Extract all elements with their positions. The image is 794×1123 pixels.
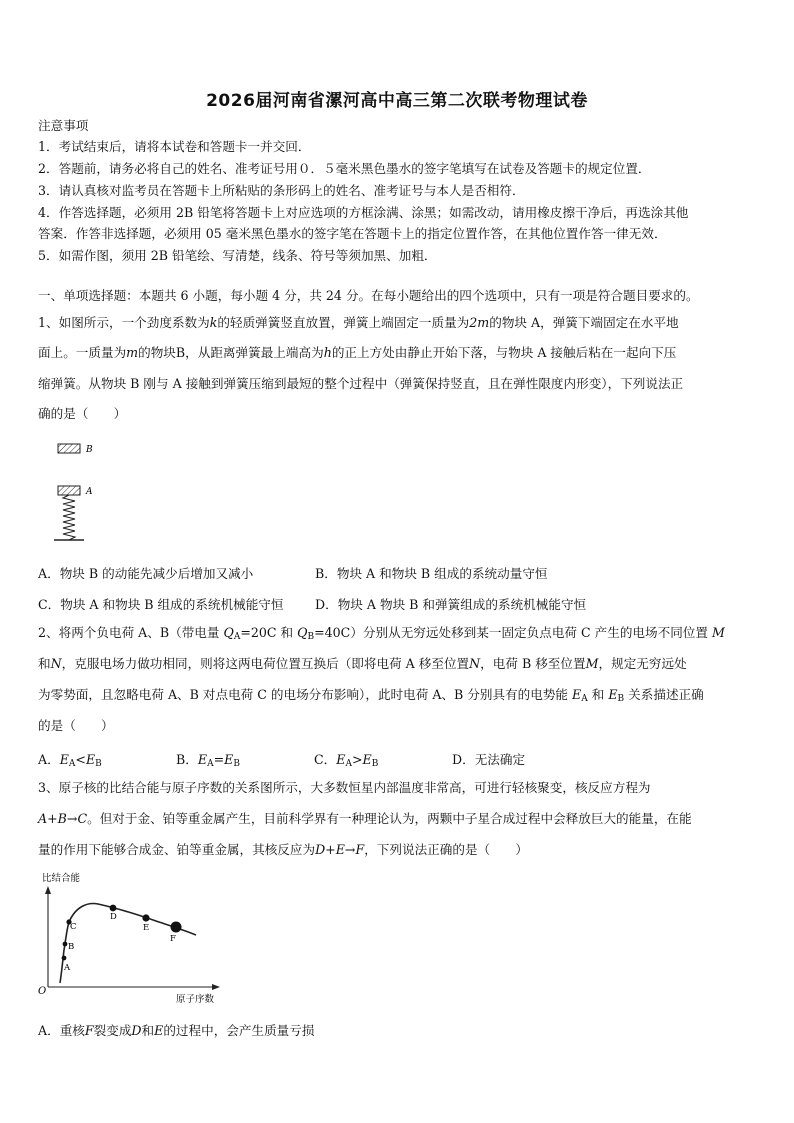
block-b — [58, 444, 80, 453]
q2-M: M — [585, 656, 599, 671]
q3-reaction-2: D+E→F — [315, 842, 365, 857]
section-heading: 一、单项选择题：本题共 6 小题，每小题 4 分，共 24 分。在每小题给出的四个选项中，只有一项是符合题目要求的。 — [38, 288, 699, 303]
q1-k: k — [209, 315, 218, 330]
q2-N: N — [469, 656, 481, 671]
notice-item-4: 4．作答选择题，必须用 2B 铅笔将答题卡上对应选项的方框涂满、涂黑；如需改动，请用橡皮擦干净后，再选涂其他 — [38, 205, 689, 220]
q2-qb-sub: B — [307, 632, 315, 642]
q2-opt-e: E — [224, 752, 234, 767]
q3-opt-text: 裂变成 — [93, 1023, 132, 1038]
q1-text: 面上。一质量为 — [38, 345, 127, 360]
label-b: B — [86, 445, 93, 455]
q1-line-2 — [38, 345, 676, 361]
q2-opt-sub: A — [68, 759, 76, 769]
label-f: F — [170, 934, 176, 944]
q2-text: ，电荷 B 移至位置 — [480, 656, 586, 671]
label-c: C — [70, 922, 77, 932]
q3-reaction-1: A+B→C — [38, 811, 88, 826]
q3-opt-text: 和 — [141, 1023, 155, 1038]
block-a — [58, 486, 80, 495]
x-axis-label: 原子序数 — [176, 994, 215, 1005]
q1-spring-figure — [50, 438, 110, 558]
q1-option-b[interactable]: B．物块 A 和物块 B 组成的系统动量守恒 — [315, 566, 548, 581]
q2-text: ，规定无穷远处 — [598, 656, 687, 671]
notice-item-1: 1．考试结束后，请将本试卷和答题卡一并交回． — [38, 139, 311, 154]
q1-text: 的物块B，从距离弹簧最上端高为 — [138, 345, 324, 360]
point-a — [62, 956, 67, 961]
q3-opt-text: A．重核 — [38, 1023, 85, 1038]
q2-opt-e: E — [197, 752, 208, 767]
q2-line-1 — [38, 625, 725, 645]
point-d — [110, 905, 117, 912]
q1-h: h — [323, 345, 332, 360]
label-e: E — [143, 923, 150, 933]
q2-opt-text: C． — [314, 752, 337, 767]
q2-text: 关系描述正确 — [624, 687, 704, 702]
q3-line-2 — [38, 811, 692, 827]
label-a: A — [64, 963, 71, 973]
q2-line-3 — [38, 687, 704, 707]
q3-text: ，下列说法正确的是（ ） — [364, 842, 528, 857]
q1-text: 的物块 A，弹簧下端固定在水平地 — [489, 315, 679, 330]
notice-heading: 注意事项 — [38, 118, 89, 133]
q2-line-4: 的是（ ） — [38, 718, 114, 733]
q1-text: 1、如图所示，一个劲度系数为 — [38, 315, 210, 330]
notice-item-2: 2．答题前，请务必将自己的姓名、准考证号用０．５毫米黑色墨水的签字笔填写在试卷及答题卡的规定位置． — [38, 161, 651, 176]
q2-N: N — [50, 656, 62, 671]
q1-line-1 — [38, 315, 679, 331]
q2-opt-sub: B — [371, 759, 379, 769]
notice-item-4-cont: 答案．作答非选择题，必须用 05 毫米黑色墨水的签字笔在答题卡上的指定位置作答，在其他位置作答一律无效． — [38, 226, 667, 241]
q2-opt-e: E — [59, 752, 69, 767]
q2-qa: Q — [223, 625, 234, 640]
q2-opt-sub: B — [95, 759, 102, 769]
q2-opt-e: E — [85, 752, 96, 767]
q2-line-2 — [38, 656, 687, 672]
q1-line-3: 缩弹簧。从物块 B 刚与 A 接触到弹簧压缩到最短的整个过程中（弹簧保持竖直，且在弹性限度内形变），下列说法正 — [38, 376, 684, 391]
q3-opt-var: E — [154, 1023, 164, 1038]
q1-option-d[interactable]: D．物块 A 物块 B 和弹簧组成的系统机械能守恒 — [315, 597, 587, 612]
q2-text: 2、将两个负电荷 A、B（带电量 — [38, 625, 224, 640]
notice-item-5: 5．如需作图，须用 2B 铅笔绘、写清楚，线条、符号等须加黑、加粗． — [38, 248, 437, 263]
q1-line-4: 确的是（ ） — [38, 406, 127, 421]
q2-option-a[interactable] — [38, 749, 102, 769]
q2-text: =40C）分别从无穷远处移到某一固定负点电荷 C 产生的电场不同位置 — [314, 625, 712, 640]
q2-opt-e: E — [362, 752, 372, 767]
q1-2m: 2m — [469, 315, 490, 330]
q2-option-d[interactable]: D．无法确定 — [452, 752, 526, 767]
q1-option-a[interactable]: A．物块 B 的动能先减少后增加又减小 — [38, 566, 254, 581]
q2-opt-rel: < — [75, 752, 86, 767]
y-axis-label: 比结合能 — [42, 873, 81, 884]
q2-opt-sub: A — [345, 759, 352, 769]
point-f — [171, 922, 182, 933]
label-b: B — [68, 942, 75, 952]
q2-option-b[interactable] — [176, 749, 240, 769]
q2-ea: E — [572, 687, 582, 702]
q2-eb: E — [608, 687, 618, 702]
q3-opt-var: D — [131, 1023, 142, 1038]
q3-binding-energy-figure — [36, 870, 226, 1010]
notice-item-3: 3．请认真核对监考员在答题卡上所粘贴的条形码上的姓名、准考证号与本人是否相符． — [38, 183, 525, 198]
q1-text: 的轻质弹簧竖直放置，弹簧上端固定一质量为 — [217, 315, 470, 330]
q3-option-a[interactable] — [38, 1020, 314, 1039]
q3-text: 。但对于金、铂等重金属产生，目前科学界有一种理论认为，两颗中子星合成过程中会释放巨大的能量，在能 — [87, 811, 692, 826]
q2-qb: Q — [297, 625, 308, 640]
q3-line-3 — [38, 842, 528, 858]
q1-m: m — [126, 345, 139, 360]
q2-text: 和 — [587, 687, 609, 702]
label-d: D — [110, 912, 117, 922]
q2-text: 和 — [38, 656, 51, 671]
label-a: A — [86, 487, 93, 497]
q2-ea-sub: A — [581, 694, 588, 704]
q2-M: M — [712, 625, 725, 640]
y-axis-arrow — [45, 886, 51, 894]
q1-text: 的正上方处由静止开始下落，与物块 A 接触后粘在一起向下压 — [331, 345, 677, 360]
q2-opt-text: A． — [38, 752, 60, 767]
q2-opt-text: B． — [176, 752, 198, 767]
q2-opt-sub: B — [233, 759, 240, 769]
origin-label: O — [38, 986, 47, 997]
spring — [63, 495, 75, 540]
q2-qa-sub: A — [233, 632, 241, 642]
q2-text: =20C 和 — [240, 625, 298, 640]
q3-opt-text: 的过程中，会产生质量亏损 — [163, 1023, 315, 1038]
q2-text: 为零势面，且忽略电荷 A、B 对点电荷 C 的电场分布影响），此时电荷 A、B 分别具有的电势能 — [38, 687, 573, 702]
q2-option-c[interactable] — [314, 749, 378, 769]
q2-eb-sub: B — [617, 694, 625, 704]
x-axis-arrow — [212, 984, 220, 990]
q2-opt-rel: > — [351, 752, 363, 767]
q1-option-c[interactable]: C．物块 A 和物块 B 组成的系统机械能守恒 — [38, 597, 284, 612]
q3-line-1: 3、原子核的比结合能与原子序数的关系图所示，大多数恒星内部温度非常高，可进行轻核聚变，核反应方程为 — [38, 780, 651, 795]
q3-text: 量的作用下能够合成金、铂等重金属，其核反应为 — [38, 842, 316, 857]
q2-opt-sub: A — [207, 759, 214, 769]
point-b — [63, 942, 68, 947]
q2-opt-rel: = — [213, 752, 225, 767]
q2-text: ，克服电场力做功相同，则将这两电荷位置互换后（即将电荷 A 移至位置 — [61, 656, 470, 671]
page-title: 2026届河南省漯河高中高三第二次联考物理试卷 — [206, 91, 588, 111]
q2-opt-e: E — [336, 752, 346, 767]
q3-opt-var: F — [84, 1023, 94, 1038]
point-e — [142, 914, 149, 921]
